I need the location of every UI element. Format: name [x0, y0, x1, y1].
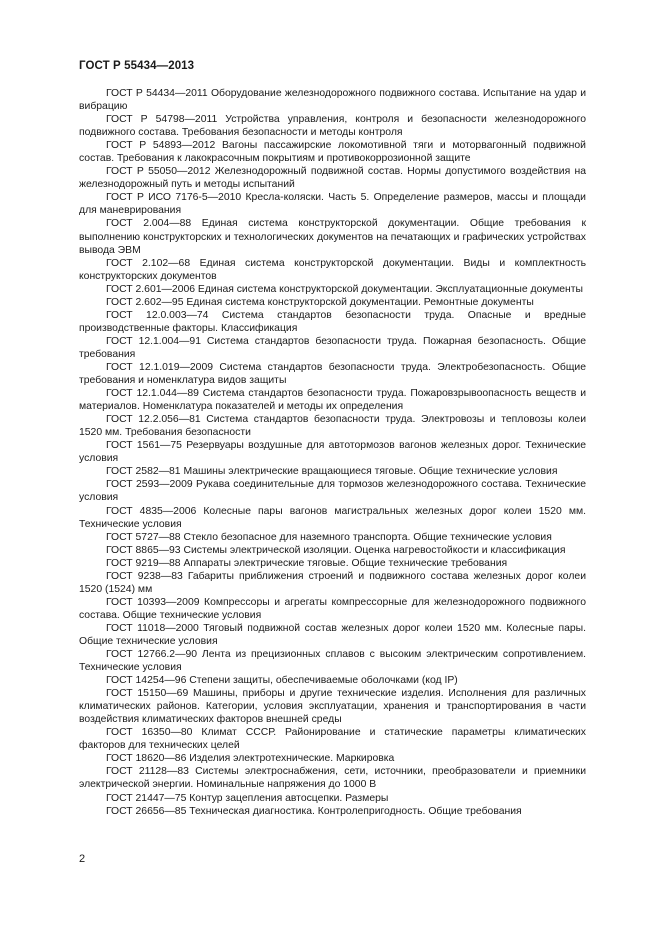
reference-item: ГОСТ 2.004—88 Единая система конструкторской документации. Общие требования к выполнению конструкторских и технологических документов на печатающих и графических устройствах вывода ЭВМ — [79, 218, 586, 256]
reference-item: ГОСТ 8865—93 Системы электрической изоляции. Оценка нагревостойкости и классификация — [106, 544, 566, 556]
reference-item: ГОСТ 2582—81 Машины электрические вращающиеся тяговые. Общие технические условия — [106, 466, 558, 478]
reference-item: ГОСТ 12.1.004—91 Система стандартов безопасности труда. Пожарная безопасность. Общие требования — [79, 335, 586, 360]
reference-item: ГОСТ 12.1.019—2009 Система стандартов безопасности труда. Электробезопасность. Общие требования и номенклатура видов защиты — [79, 361, 586, 387]
reference-item: ГОСТ 14254—96 Степени защиты, обеспечиваемые оболочками (код IP) — [106, 675, 458, 687]
reference-item: ГОСТ 12.1.044—89 Система стандартов безопасности труда. Пожаровзрывоопасность веществ и материалов. Номенклатура показателей и методы их определения — [79, 388, 586, 413]
reference-item: ГОСТ 15150—69 Машины, приборы и другие технические изделия. Исполнения для различных климатических районов. Категории, условия эксплуатации, хранения и транспортирования в части воздействия климатических факторов внешней среды — [79, 688, 586, 726]
document-header: ГОСТ Р 55434—2013 — [79, 60, 195, 72]
reference-item: ГОСТ 5727—88 Стекло безопасное для наземного транспорта. Общие технические условия — [106, 531, 552, 543]
reference-item: ГОСТ 18620—86 Изделия электротехнические. Маркировка — [106, 753, 395, 765]
reference-item: ГОСТ 1561—75 Резервуары воздушные для автотормозов вагонов железных дорог. Технические условия — [79, 440, 586, 465]
reference-item: ГОСТ 2.601—2006 Единая система конструкторской документации. Эксплуатационные документы — [106, 283, 584, 295]
reference-item: ГОСТ Р 54434—2011 Оборудование железнодорожного подвижного состава. Испытание на удар и вибрацию — [79, 88, 586, 113]
reference-item: ГОСТ Р 55050—2012 Железнодорожный подвижной состав. Нормы допустимого воздействия на железнодорожный путь и методы испытаний — [79, 166, 586, 191]
reference-item: ГОСТ Р ИСО 7176-5—2010 Кресла-коляски. Часть 5. Определение размеров, массы и площади для маневрирования — [79, 192, 586, 217]
reference-item: ГОСТ Р 54798—2011 Устройства управления, контроля и безопасности железнодорожного подвижного состава. Требования безопасности и методы контроля — [79, 114, 586, 139]
reference-item: ГОСТ 4835—2006 Колесные пары вагонов магистральных железных дорог колеи 1520 мм. Технические условия — [79, 505, 586, 530]
reference-item: ГОСТ 16350—80 Климат СССР. Районирование и статические параметры климатических факторов для технических целей — [79, 727, 586, 752]
reference-item: ГОСТ 12766.2—90 Лента из прецизионных сплавов с высоким электрическим сопротивлением. Технические условия — [79, 649, 586, 674]
reference-item: ГОСТ 9219—88 Аппараты электрические тяговые. Общие технические требования — [106, 557, 508, 569]
reference-item: ГОСТ 21128—83 Системы электроснабжения, сети, источники, преобразователи и приемники электрической энергии. Номинальные напряжения до 1000 В — [79, 766, 586, 791]
reference-item: ГОСТ 2.102—68 Единая система конструкторской документации. Виды и комплектность конструкторских документов — [79, 257, 586, 282]
page-number: 2 — [79, 853, 86, 865]
reference-item: ГОСТ Р 54893—2012 Вагоны пассажирские локомотивной тяги и моторвагонный подвижной состав. Требования к лакокрасочным покрытиям и противокоррозионной защите — [79, 140, 586, 165]
reference-item: ГОСТ 12.2.056—81 Система стандартов безопасности труда. Электровозы и тепловозы колеи 1520 мм. Требования безопасности — [79, 414, 586, 439]
reference-item: ГОСТ 11018—2000 Тяговый подвижной состав железных дорог колеи 1520 мм. Колесные пары. Общие технические условия — [79, 622, 586, 647]
reference-item: ГОСТ 2593—2009 Рукава соединительные для тормозов железнодорожного состава. Технические условия — [79, 479, 586, 504]
reference-item: ГОСТ 21447—75 Контур зацепления автосцепки. Размеры — [106, 792, 389, 804]
reference-item: ГОСТ 2.602—95 Единая система конструкторской документации. Ремонтные документы — [106, 296, 534, 308]
normative-references-list — [79, 87, 586, 818]
reference-item: ГОСТ 9238—83 Габариты приближения строений и подвижного состава железных дорог колеи 1520 (1524) мм — [79, 570, 586, 595]
reference-item: ГОСТ 12.0.003—74 Система стандартов безопасности труда. Опасные и вредные производственные факторы. Классификация — [79, 309, 586, 334]
reference-item: ГОСТ 26656—85 Техническая диагностика. Контролепригодность. Общие требования — [106, 805, 522, 817]
reference-item: ГОСТ 10393—2009 Компрессоры и агрегаты компрессорные для железнодорожного подвижного состава. Общие технические условия — [79, 596, 586, 621]
